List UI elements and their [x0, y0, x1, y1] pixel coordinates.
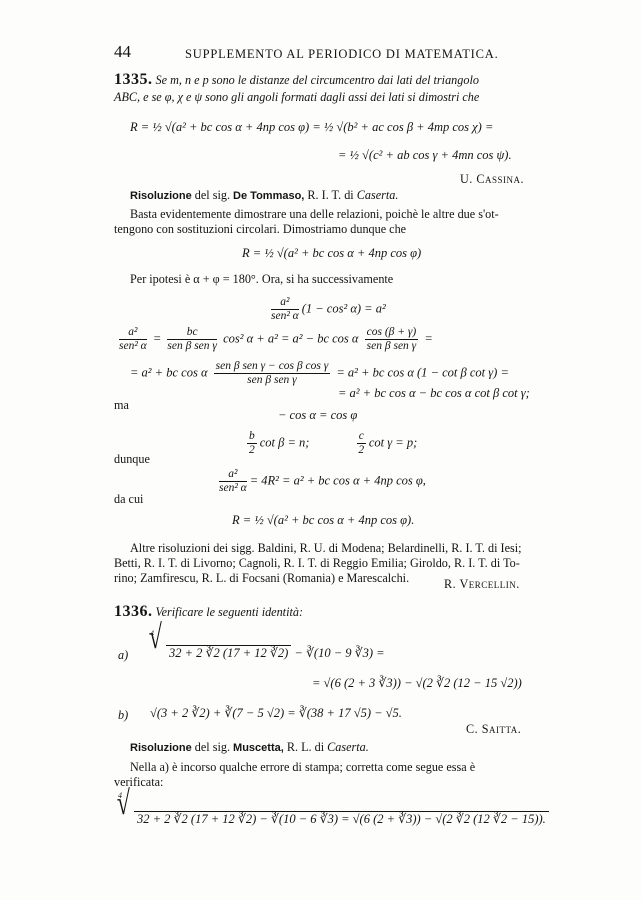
solver-name: De Tommaso,: [233, 190, 305, 202]
body-text: Basta evidentemente dimostrare una delle relazioni, poichè le altre due s'ot-: [130, 207, 499, 221]
body-text: Per ipotesi è α + φ = 180°. Ora, si ha successivamente: [130, 272, 394, 286]
body-text: verificata:: [114, 775, 164, 789]
connective: dunque: [114, 452, 150, 466]
formula-step2: $\frac{\text{a²}}{\text{sen² α}}$ = $\frac{bc}{\text{sen β sen γ}}$ cos² α + a² = a² − bc cos α $\frac{\cos (\beta + \gamma)}{\text{sen β sen γ}}$ =: [119, 326, 433, 352]
solver-school: R. I. T. di: [307, 188, 354, 202]
formula-step1: $\frac{\text{a²}}{\text{sen² α}}$ (1 − cos² α) = a²: [271, 296, 386, 322]
proposer-signature: U. Cassina.: [460, 172, 525, 186]
solver-city: Caserta.: [327, 740, 369, 754]
formula-step5: − cos α = cos φ: [278, 408, 358, 422]
identity-a-label: a): [118, 648, 129, 662]
formula-1335-line2: = ½ √(c² + ab cos γ + 4mn cos ψ).: [338, 148, 512, 162]
formula-target: R = ½ √(a² + bc cos α + 4np cos φ): [242, 246, 422, 260]
solver-city: Caserta.: [356, 188, 399, 202]
formula-conclusion: R = ½ √(a² + bc cos α + 4np cos φ).: [232, 513, 415, 527]
running-title: SUPPLEMENTO AL PERIODICO DI MATEMATICA.: [185, 47, 499, 61]
body-text: tengono con sostituzioni circolari. Dimostriamo dunque che: [114, 222, 407, 236]
problem-1335-statement: [114, 72, 479, 88]
formula-step7: $\frac{\text{a²}}{\text{sen² α}}$ = 4R² = a² + bc cos α + 4np cos φ,: [219, 468, 426, 494]
identity-b-label: b): [118, 708, 129, 722]
problem-1336-statement: [114, 604, 303, 620]
solver-school: R. L. di: [286, 740, 325, 754]
formula-1335-line1: R = ½ √(a² + bc cos α + 4np cos φ) = ½ √(b² + ac cos β + 4mp cos χ) =: [130, 120, 494, 134]
statement-line: Verificare le seguenti identità:: [155, 605, 303, 619]
statement-line: ABC, e se φ, χ e ψ sono gli angoli formati dagli assi dei lati si dimostri che: [114, 90, 480, 104]
solution-label: Risoluzione: [130, 190, 192, 202]
formula-step4: = a² + bc cos α − bc cos α cot β cot γ;: [338, 386, 530, 400]
formula-corrected: 4 √ 32 + 2 ∛2 (17 + 12 ∛2) − ∛(10 − 6 ∛3) = √(6 (2 + ∛3)) − √(2 ∛2 (12 ∛2 − 15)).: [118, 812, 549, 827]
formula-step3: = a² + bc cos α $\frac{\text{sen β sen γ − cos β cos γ}}{\text{sen β sen γ}}$ = a² + bc cos α (1 − cot β cot γ) =: [130, 360, 509, 386]
other-solvers: rino; Zamfirescu, R. L. di Focsani (Romania) e Marescalchi.: [114, 571, 410, 585]
solution-heading: [130, 188, 398, 204]
connective: da cui: [114, 492, 144, 506]
identity-a-line1: 4 √ 32 + 2 ∛2 (17 + 12 ∛2) − ∛(10 − 9 ∛3) =: [150, 646, 385, 661]
page-number: 44: [114, 42, 131, 61]
solution-heading: [130, 740, 369, 756]
identity-a-line2: = √(6 (2 + 3 ∛3)) − √(2 ∛2 (12 − 15 √2)): [312, 676, 522, 690]
other-solvers: Betti, R. I. T. di Livorno; Cagnoli, R. I. T. di Reggio Emilia; Giroldo, R. I. T. di To-: [114, 556, 520, 570]
connective: ma: [114, 398, 129, 412]
statement-line: Se m, n e p sono le distanze del circumcentro dai lati del triangolo: [155, 73, 479, 87]
solution-by: del sig.: [194, 740, 230, 754]
problem-number: 1336.: [114, 603, 153, 620]
solution-by: del sig.: [194, 188, 230, 202]
solver-name: Muscetta,: [233, 742, 284, 754]
proposer-signature: C. Saitta.: [466, 722, 522, 736]
other-solvers: Altre risoluzioni dei sigg. Baldini, R. U. di Modena; Belardinelli, R. I. T. di Iesi;: [130, 541, 522, 555]
body-text: Nella a) è incorso qualche errore di stampa; corretta come segue essa è: [130, 760, 476, 774]
formula-step6: $\frac{b}{2}$ cot β = n; $\frac{c}{2}$ cot γ = p;: [249, 430, 418, 456]
identity-b: √(3 + 2 ∛2) + ∛(7 − 5 √2) = ∛(38 + 17 √5) − √5.: [150, 706, 402, 720]
problem-number: 1335.: [114, 71, 153, 88]
solution-label: Risoluzione: [130, 742, 192, 754]
solution-signature: R. Vercellin.: [444, 577, 520, 591]
